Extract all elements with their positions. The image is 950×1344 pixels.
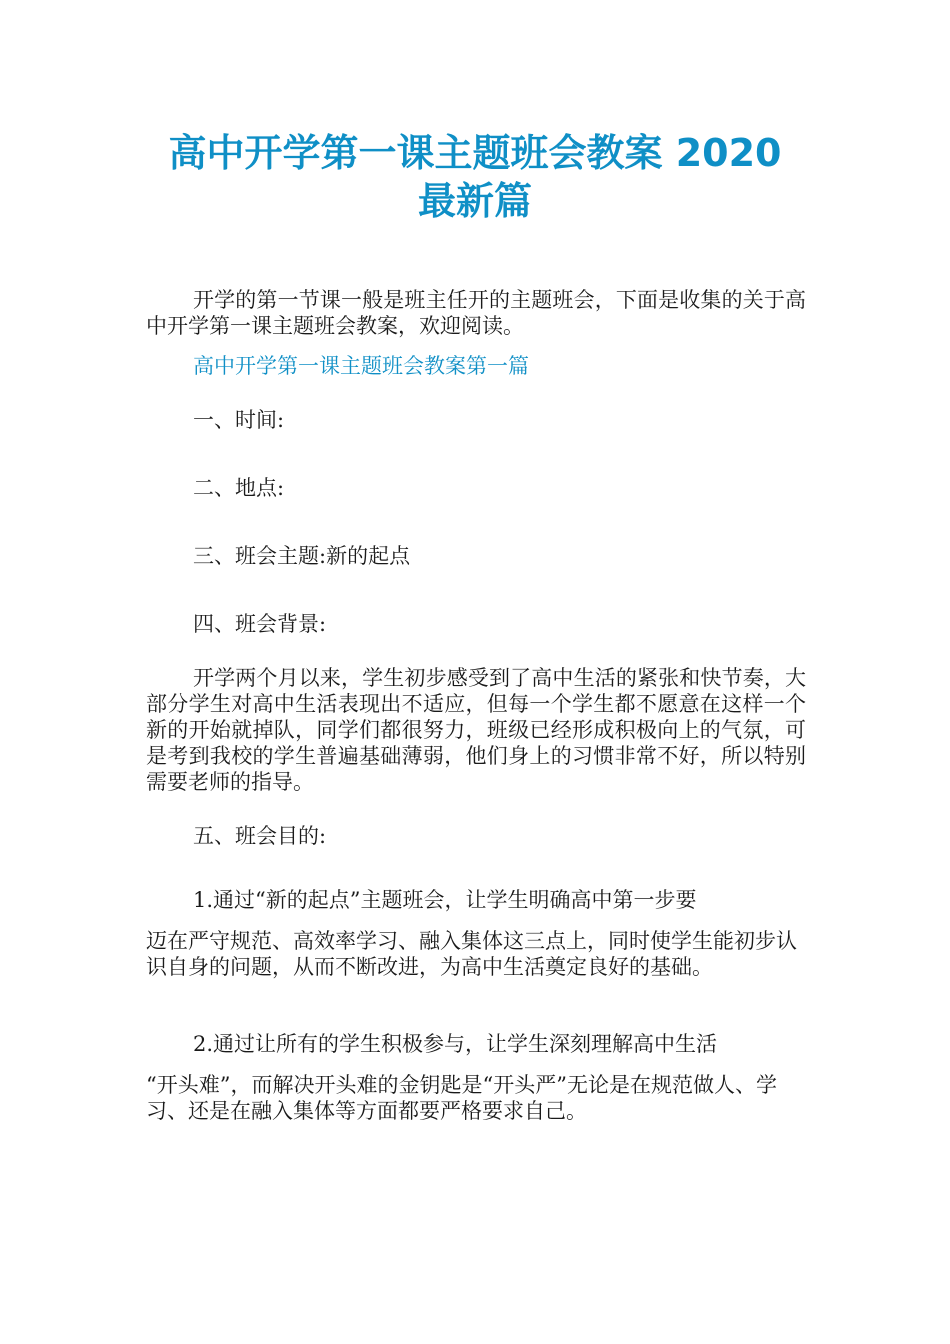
document-title-line2: 最新篇: [417, 179, 532, 223]
goal1-continuation: 迈在严守规范、高效率学习、融入集体这三点上，同时使学生能初步认识自身的问题，从而不断改进，为高中生活奠定良好的基础。: [146, 929, 797, 979]
goal2-continuation: “开头难”，而解决开头难的金钥匙是“开头严”无论是在规范做人、学习、还是在融入集体等方面都要严格要求自己。: [146, 1073, 777, 1123]
section-heading: 高中开学第一课主题班会教案第一篇: [193, 354, 529, 378]
intro-paragraph: 开学的第一节课一般是班主任开的主题班会，下面是收集的关于高中开学第一课主题班会教案，欢迎阅读。: [146, 288, 806, 338]
item-goal: 五、班会目的:: [193, 824, 327, 848]
item-time: 一、时间:: [193, 408, 285, 432]
goal1-first-line: 1.通过“新的起点”主题班会，让学生明确高中第一步要: [193, 888, 697, 912]
document-title-line1: 高中开学第一课主题班会教案 2020: [168, 131, 782, 175]
item-place: 二、地点:: [193, 476, 285, 500]
item-background: 四、班会背景:: [193, 612, 327, 636]
background-paragraph: 开学两个月以来，学生初步感受到了高中生活的紧张和快节奏，大部分学生对高中生活表现出不适应，但每一个学生都不愿意在这样一个新的开始就掉队，同学们都很努力，班级已经形成积极向上的气氛，可是考到我校的学生普遍基础薄弱，他们身上的习惯非常不好，所以特别需要老师的指导。: [146, 666, 806, 794]
item-theme: 三、班会主题:新的起点: [193, 544, 411, 568]
goal2-first-line: 2.通过让所有的学生积极参与，让学生深刻理解高中生活: [193, 1032, 718, 1056]
